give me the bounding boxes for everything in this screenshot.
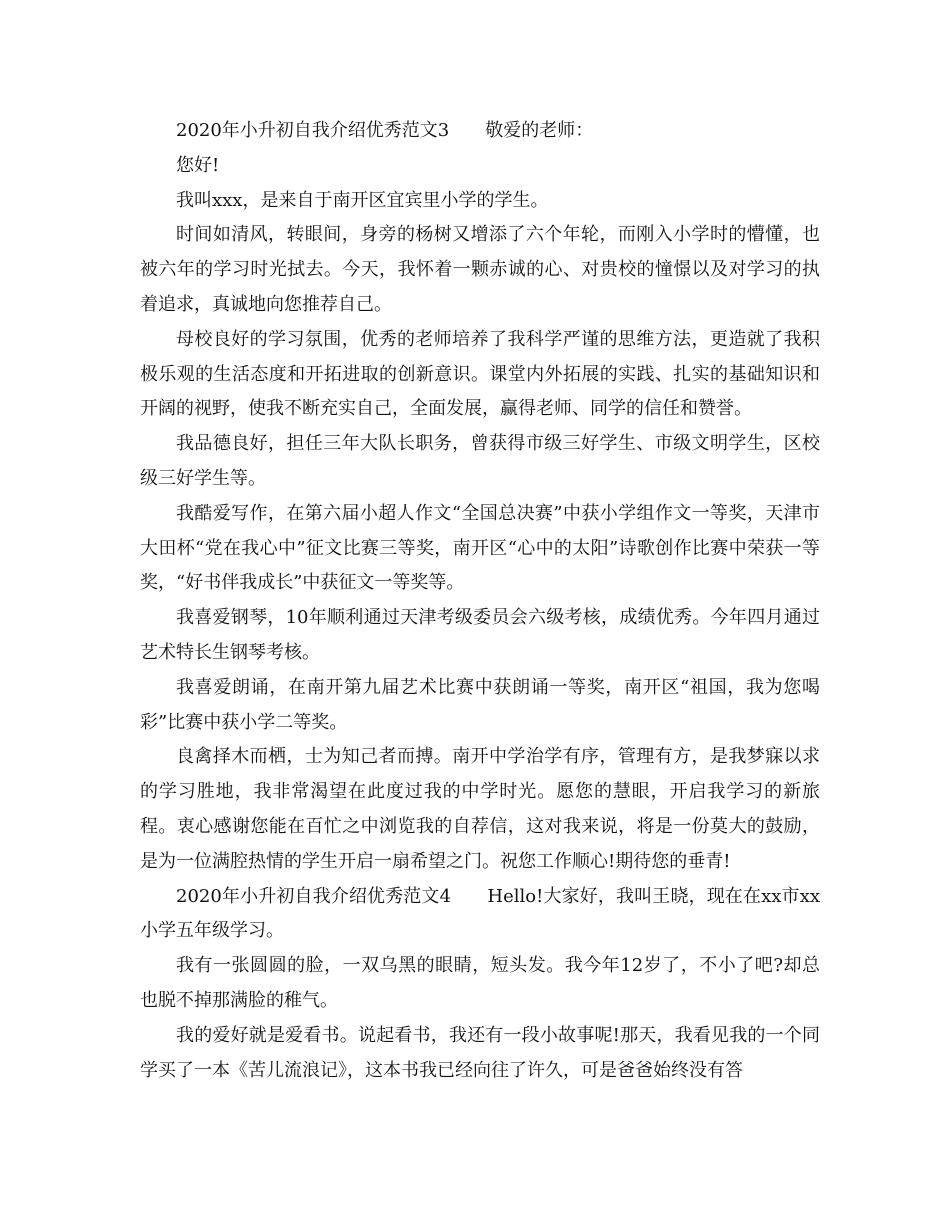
paragraph-piano: 我喜爱钢琴，10年顺利通过天津考级委员会六级考核，成绩优秀。今年四月通过艺术特长生钢琴考核。 [140, 607, 820, 663]
paragraph-intro: 我叫xxx，是来自于南开区宜宾里小学的学生。 [176, 189, 549, 211]
paragraph-hobby: 我的爱好就是爱看书。说起看书，我还有一段小故事呢!那天，我看见我的一个同学买了一本《苦儿流浪记》，这本书我已经向往了许久，可是爸爸始终没有答 [140, 1024, 820, 1081]
paragraph-appearance: 我有一张圆圆的脸，一双乌黑的眼睛，短头发。我今年12岁了，不小了吧?却总也脱不掉那满脸的稚气。 [140, 955, 820, 1011]
paragraph-closing: 良禽择木而栖，士为知己者而搏。南开中学治学有序，管理有方，是我梦寐以求的学习胜地，我非常渴望在此度过我的中学时光。愿您的慧眼，开启我学习的新旅程。衷心感谢您能在百忙之中浏览我的自荐信，这对我来说，将是一份莫大的鼓励，是为一位满腔热情的学生开启一扇希望之门。祝您工作顺心!期待您的垂青! [140, 746, 820, 872]
document-body [140, 114, 820, 1088]
paragraph-character: 我品德良好，担任三年大队长职务，曾获得市级三好学生、市级文明学生，区校级三好学生等。 [140, 433, 820, 489]
paragraph-time: 时间如清风，转眼间，身旁的杨树又增添了六个年轮，而刚入小学时的懵懂，也被六年的学习时光拭去。今天，我怀着一颗赤诚的心、对贵校的憧憬以及对学习的执着追求，真诚地向您推荐自己。 [140, 224, 820, 315]
paragraph-recitation: 我喜爱朗诵，在南开第九届艺术比赛中获朗诵一等奖，南开区“祖国，我为您喝彩”比赛中获小学二等奖。 [140, 676, 820, 733]
greeting: 您好! [176, 154, 220, 176]
paragraph-writing: 我酷爱写作，在第六届小超人作文“全国总决赛”中获小学组作文一等奖，天津市大田杯“党在我心中”征文比赛三等奖，南开区“心中的太阳”诗歌创作比赛中荣获一等奖，“好书伴我成长”中获征文一等奖等。 [140, 502, 820, 594]
essay-heading-line-2: 2020年小升初自我介绍优秀范文4 Hello!大家好，我叫王晓，现在在xx市xx小学五年级学习。 [140, 885, 820, 942]
essay-heading-line: 2020年小升初自我介绍优秀范文3 敬爱的老师： [176, 120, 594, 141]
paragraph-school: 母校良好的学习氛围，优秀的老师培养了我科学严谨的思维方法，更造就了我积极乐观的生活态度和开拓进取的创新意识。课堂内外拓展的实践、扎实的基础知识和开阔的视野，使我不断充实自己，全面发展，赢得老师、同学的信任和赞誉。 [140, 328, 820, 420]
